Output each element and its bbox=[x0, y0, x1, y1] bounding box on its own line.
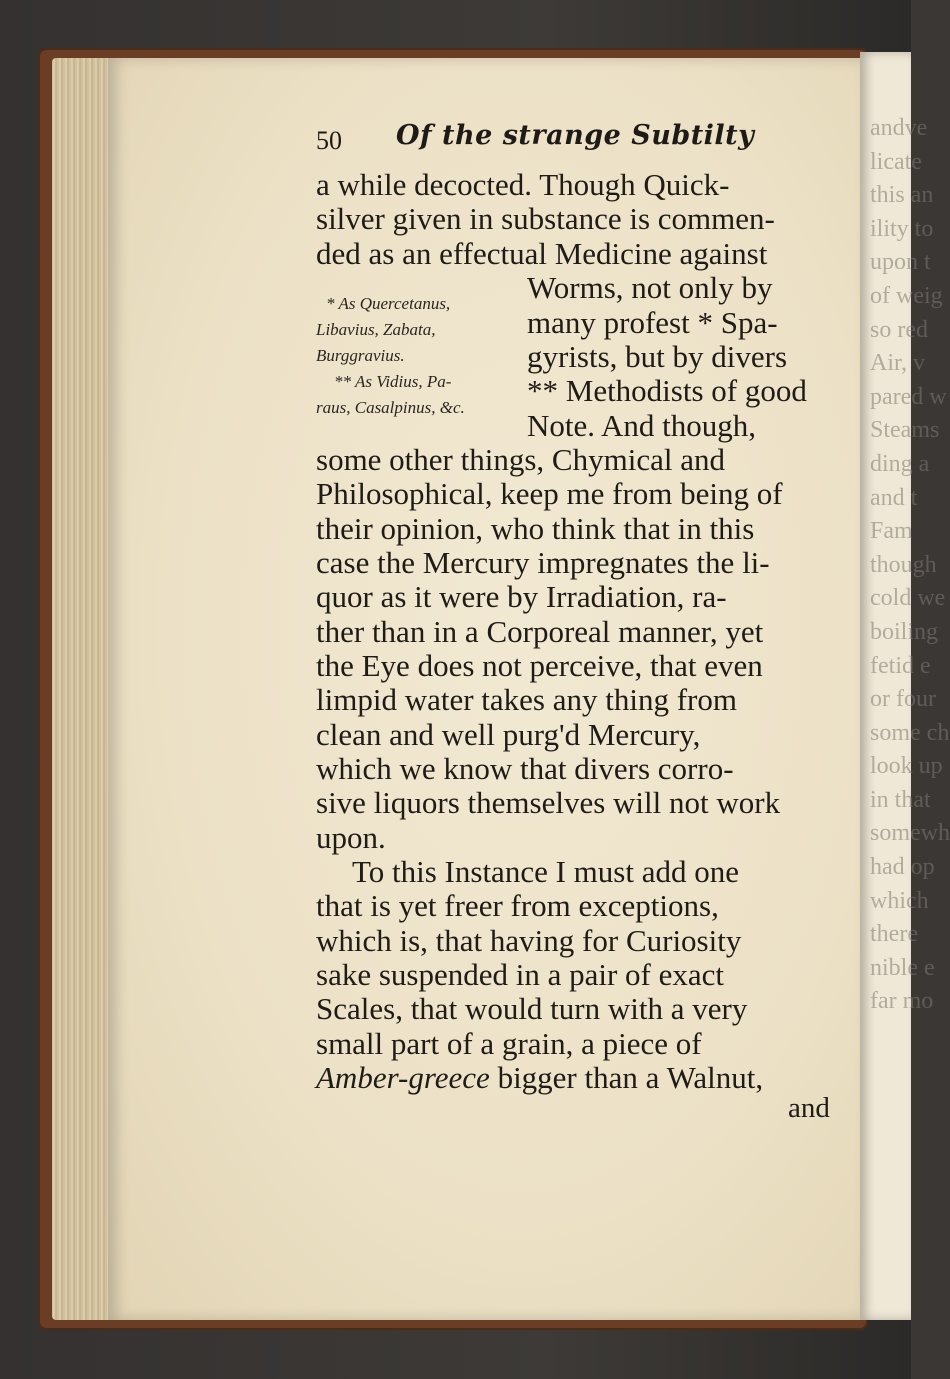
text-line: limpid water takes any thing from bbox=[316, 682, 737, 717]
margin-note: Libavius, Zabata, bbox=[316, 320, 436, 339]
text-line: Philosophical, keep me from being of bbox=[316, 476, 783, 511]
text-line: ded as an effectual Medicine against bbox=[316, 236, 768, 271]
text-line: a while decocted. Though Quick- bbox=[316, 167, 730, 202]
page-number: 50 bbox=[316, 126, 342, 155]
text-line: the Eye does not perceive, that even bbox=[316, 648, 763, 683]
text-line-last bbox=[316, 1061, 763, 1095]
catchword: and bbox=[788, 1092, 830, 1124]
facing-page-fragment: fetid e bbox=[870, 652, 931, 679]
facing-page-fragment: which bbox=[870, 887, 929, 914]
facing-page-fragment: so red bbox=[870, 316, 928, 343]
facing-page bbox=[860, 52, 950, 1320]
text-line: silver given in substance is commen- bbox=[316, 201, 775, 236]
margin-note: * As Quercetanus, bbox=[326, 294, 451, 313]
facing-page-fragment: though bbox=[870, 551, 937, 578]
facing-page-fragment: in that bbox=[870, 786, 931, 813]
facing-page-fragment: or four bbox=[870, 686, 936, 713]
text-line: many profest * Spa- bbox=[527, 305, 778, 340]
facing-page-fragment: upon t bbox=[870, 249, 931, 276]
facing-page-fragment: and t bbox=[870, 484, 918, 511]
text-fragment: bigger than a Walnut, bbox=[497, 1060, 764, 1095]
text-line: Note. And though, bbox=[527, 408, 757, 443]
text-line: their opinion, who think that in this bbox=[316, 511, 755, 546]
text-line: upon. bbox=[316, 820, 386, 855]
facing-page-fragment: look up bbox=[870, 753, 943, 780]
facing-page-fragment: had op bbox=[870, 854, 935, 881]
page-edges bbox=[52, 58, 112, 1320]
running-head bbox=[316, 120, 836, 156]
facing-page-fragment: licate bbox=[870, 148, 922, 175]
text-line: To this Instance I must add one bbox=[352, 854, 739, 889]
facing-page-fragment: cold we bbox=[870, 585, 946, 612]
margin-note: Burggravius. bbox=[316, 346, 405, 365]
text-line: case the Mercury impregnates the li- bbox=[316, 545, 770, 580]
facing-page-fragment: far mo bbox=[870, 988, 934, 1015]
facing-page-fragment: this an bbox=[870, 182, 934, 209]
text-line: ** Methodists of good bbox=[527, 373, 807, 408]
italic-term: Amber-greece bbox=[316, 1060, 490, 1095]
text-line: which is, that having for Curiosity bbox=[316, 923, 742, 958]
text-line: which we know that divers corro- bbox=[316, 751, 734, 786]
facing-page-fragment: pared w bbox=[870, 383, 947, 410]
text-line: Worms, not only by bbox=[527, 270, 773, 305]
facing-page-fragment: Fam bbox=[870, 518, 913, 545]
text-line: ther than in a Corporeal manner, yet bbox=[316, 614, 764, 649]
text-line: some other things, Chymical and bbox=[316, 442, 725, 477]
facing-page-fragment: Air, v bbox=[870, 350, 926, 377]
facing-page-fragment: of weig bbox=[870, 282, 943, 309]
facing-page-fragment: Steams bbox=[870, 417, 940, 444]
margin-note: raus, Casalpinus, &c. bbox=[316, 398, 465, 417]
text-line: small part of a grain, a piece of bbox=[316, 1026, 702, 1061]
text-line: that is yet freer from exceptions, bbox=[316, 888, 719, 923]
text-line: sake suspended in a pair of exact bbox=[316, 957, 725, 992]
facing-page-fragment: there bbox=[870, 921, 918, 948]
facing-page-fragment: nible e bbox=[870, 954, 935, 981]
text-line: clean and well purg'd Mercury, bbox=[316, 717, 701, 752]
facing-page-fragment: andve bbox=[870, 115, 928, 141]
text-line: quor as it were by Irradiation, ra- bbox=[316, 579, 727, 614]
margin-note: ** As Vidius, Pa- bbox=[334, 372, 452, 391]
facing-page-fragment: some ch bbox=[870, 719, 950, 746]
facing-page-text bbox=[860, 112, 950, 1019]
text-line: sive liquors themselves will not work bbox=[316, 785, 781, 820]
facing-page-fragment: boiling bbox=[870, 618, 939, 645]
running-head-title: Of the strange Subtilty bbox=[396, 120, 755, 151]
facing-page-fragment: ding a bbox=[870, 450, 930, 477]
text-line: gyrists, but by divers bbox=[527, 339, 788, 374]
facing-page-fragment: somewh bbox=[870, 820, 950, 847]
text-line: Scales, that would turn with a very bbox=[316, 991, 748, 1026]
facing-page-fragment: ility to bbox=[870, 215, 934, 242]
